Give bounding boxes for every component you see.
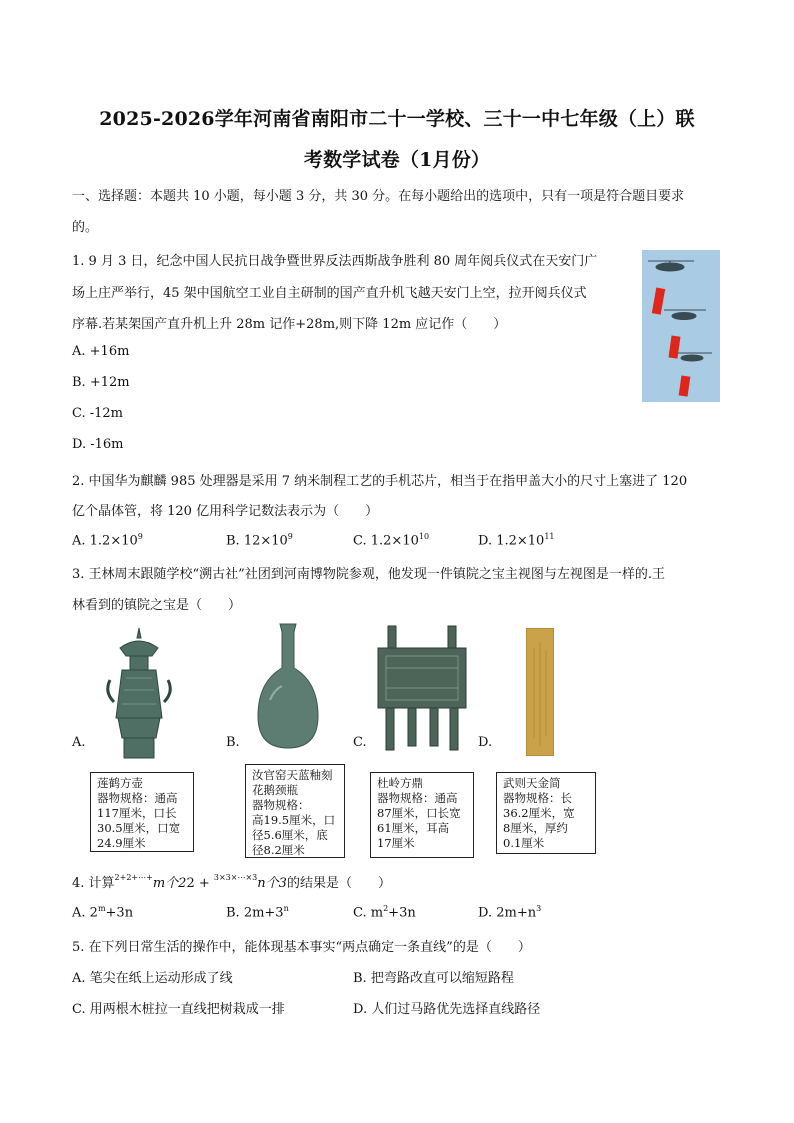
artifact-info-box-a [90,772,194,852]
q3-letter-d: D. [478,735,493,750]
q5-text: 5. 在下列日常生活的操作中，能体现基本事实“两点确定一条直线”的是（ ） [72,940,531,955]
q2-text-line2: 亿个晶体管，将 120 亿用科学记数法表示为（ ） [72,504,379,519]
info-line: 径5.6厘米，底 [252,828,328,842]
q4-mid2: 2 + [186,876,214,891]
info-line: 87厘米，口长宽 [377,806,461,820]
q1-text-line1: 1. 9 月 3 日，纪念中国人民抗日战争暨世界反法西斯战争胜利 80 周年阅兵仪式在天安门广 [72,254,598,269]
q3-letter-a: A. [72,735,86,750]
q2-text-line1: 2. 中国华为麒麟 985 处理器是采用 7 纳米制程工艺的手机芯片，相当于在指甲盖大小的尺寸上塞进了 120 [72,474,688,489]
info-line: 17厘米 [377,836,415,850]
q4-text [72,872,391,891]
q1-option-a: A. +16m [72,344,130,359]
q3-text-line2: 林看到的镇院之宝是（ ） [72,598,242,613]
artifact-info-box-d [496,772,596,854]
info-line: 花鹅颈瓶 [252,783,298,797]
q5-option-a: A. 笔尖在纸上运动形成了线 [72,971,233,986]
q4-option-d: D. $2m+n^3$ [478,904,542,921]
q2-option-d: D. $1.2\times 10^{11}$ [478,532,555,549]
info-line: 杜岭方鼎 [377,776,423,790]
q2-option-c: C. $1.2\times 10^{10}$ [353,532,430,549]
q4-mid1: m个2 [152,876,187,891]
q1-text-line2: 场上庄严举行，45 架中国航空工业自主研制的国产直升机飞越天安门上空，拉开阅兵仪式 [72,286,587,301]
q2-option-b: B. $12\times 10^9$ [226,532,293,549]
q4-sup1: 2+2+⋯+ [114,873,153,882]
info-line: 器物规格：长 [503,791,572,805]
lotus-crane-pot-image [100,626,178,762]
q5-option-c: C. 用两根木桩拉一直线把树栽成一排 [72,1002,285,1017]
info-line: 36.2厘米，宽 [503,806,575,820]
info-line: 0.1厘米 [503,836,545,850]
q3-letter-c: C. [353,735,367,750]
section-instruction-cont: 的。 [72,220,99,235]
info-line: 器物规格：通高 [97,791,178,805]
q3-text-line1: 3. 王林周末跟随学校“溯古社”社团到河南博物院参观，他发现一件镇院之宝主视图与左视图是一样的.王 [72,567,665,582]
q4-mid3: n个3 [257,876,287,891]
q4-suffix: 的结果是（ ） [286,876,391,891]
q1-option-c: C. -12m [72,406,124,421]
q4-sup2: 3×3×⋯×3 [213,873,258,882]
q4-option-a: A. $2^m+3n$ [72,904,134,921]
info-line: 汝官窑天蓝釉刻 [252,768,333,782]
artifact-info-box-c [370,772,474,858]
info-line: 24.9厘米 [97,836,146,850]
gold-slip-image [526,628,554,756]
q4-option-c: C. $m^2+3n$ [353,904,416,921]
q1-option-d: D. -16m [72,437,124,452]
info-line: 8厘米，厚约 [503,821,568,835]
q4-option-b: B. $2m+3^n$ [226,904,289,921]
info-line: 器物规格：通高 [377,791,458,805]
exam-title-line1: 2025-2026学年河南省南阳市二十一学校、三十一中七年级（上）联 [99,108,695,130]
bronze-ding-image [372,624,472,754]
q2-option-a: A. $1.2\times 10^9$ [72,532,143,549]
info-line: 径8.2厘米 [252,843,305,857]
q3-letter-b: B. [226,735,240,750]
info-line: 高19.5厘米，口 [252,813,336,827]
artifact-info-box-b [245,764,345,858]
info-line: 61厘米，耳高 [377,821,450,835]
q1-text-line3: 序幕.若某架国产直升机上升 28m 记作+28m,则下降 12m 应记作（ ） [72,317,507,332]
q4-prefix: 4. 计算 [72,876,115,891]
info-line: 器物规格： [252,798,310,812]
exam-title-line2: 考数学试卷（1月份） [303,149,491,171]
info-line: 武则天金简 [503,776,561,790]
q1-option-b: B. +12m [72,375,130,390]
info-line: 莲鹤方壶 [97,776,143,790]
helicopter-photo [642,250,720,402]
q5-option-d: D. 人们过马路优先选择直线路径 [353,1002,541,1017]
section-instruction: 一、选择题：本题共 10 小题，每小题 3 分，共 30 分。在每小题给出的选项中，只有一项是符合题目要求 [72,189,685,204]
info-line: 117厘米，口长 [97,806,177,820]
info-line: 30.5厘米，口宽 [97,821,181,835]
q5-option-b: B. 把弯路改直可以缩短路程 [353,971,514,986]
celadon-vase-image [252,620,324,752]
